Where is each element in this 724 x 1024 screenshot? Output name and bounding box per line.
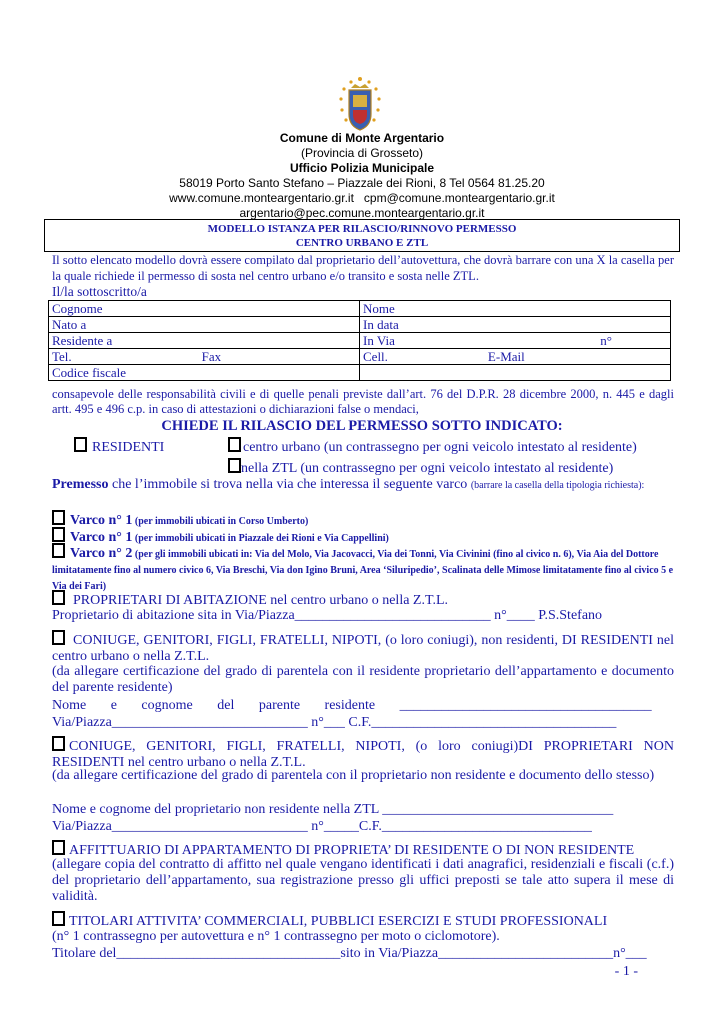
affittuario-option[interactable]: AFFITTUARIO DI APPARTAMENTO DI PROPRIETA’ DI RESIDENTE O DI NON RESIDENTE <box>52 840 674 859</box>
proprietari-option[interactable]: PROPRIETARI DI ABITAZIONE nel centro urbano o nella Z.T.L. <box>52 590 674 609</box>
coniuge-non-residenti-note: (da allegare certificazione del grado di parentela con il proprietario non residente e documento dello stesso) <box>52 768 655 783</box>
comune-name: Comune di Monte Argentario <box>279 131 445 145</box>
tel-fax-field[interactable]: Tel. Fax <box>49 349 360 365</box>
provincia: (Provincia di Grosseto) <box>300 146 424 160</box>
chiede-heading: CHIEDE IL RILASCIO DEL PERMESSO SOTTO INDICATO: <box>161 418 563 434</box>
cognome-field[interactable]: Cognome <box>49 301 360 317</box>
document-title-box <box>44 219 680 252</box>
comune-crest-logo <box>337 76 383 134</box>
residenti-option[interactable]: RESIDENTI <box>74 437 164 457</box>
coniuge-residenti-checkbox[interactable] <box>52 630 65 645</box>
residenti-checkbox[interactable] <box>74 437 87 452</box>
title-line-1: MODELLO ISTANZA PER RILASCIO/RINNOVO PERMESSO <box>207 223 517 235</box>
ztl-checkbox[interactable] <box>228 458 241 473</box>
in-via-field[interactable]: In Via n° <box>360 333 671 349</box>
parente-via-line[interactable]: Via/Piazza____________________________ n°___ C.F.___________________________________ <box>52 715 617 730</box>
coniuge-non-residenti-checkbox[interactable] <box>52 736 65 751</box>
codice-fiscale-field[interactable]: Codice fiscale <box>49 365 360 381</box>
sottoscritto-label: Il/la sottoscritto/a <box>52 284 147 299</box>
varco-checkbox[interactable] <box>52 527 65 542</box>
affittuario-note: (allegare copia del contratto di affitto nel quale vengano identificati i dati anagrafici, residenziali e fiscali (c.f.) del proprietario dell’appartamento, sua registrazione presso gli uffici preposti se tale atto supera il mese di validità. <box>52 857 674 904</box>
residente-a-field[interactable]: Residente a <box>49 333 360 349</box>
codice-fiscale-value[interactable] <box>360 365 671 381</box>
titolari-line[interactable]: Titolare del________________________________sito in Via/Piazza_________________________n°___ <box>52 946 647 961</box>
personal-data-table <box>48 300 671 381</box>
ufficio: Ufficio Polizia Municipale <box>289 161 435 175</box>
pec-email: argentario@pec.comune.monteargentario.gr.it <box>239 206 485 220</box>
centro-urbano-checkbox[interactable] <box>228 437 241 452</box>
varco-checkbox[interactable] <box>52 510 65 525</box>
in-data-field[interactable]: In data <box>360 317 671 333</box>
varco-option[interactable]: Varco n° 1 (per immobili ubicati in Piazzale dei Rioni e Via Cappellini) <box>52 527 674 547</box>
page-number: - 1 - <box>614 964 638 979</box>
centro-urbano-option[interactable]: centro urbano (un contrassegno per ogni veicolo intestato al residente) <box>228 437 637 457</box>
parente-nome-line[interactable]: Nome e cognome del parente residente ____________________________________ <box>52 698 652 713</box>
proprietario-nome-line[interactable]: Nome e cognome del proprietario non residente nella ZTL _________________________________ <box>52 802 614 817</box>
nato-a-field[interactable]: Nato a <box>49 317 360 333</box>
varco-option[interactable]: Varco n° 2 (per gli immobili ubicati in: Via del Molo, Via Jacovacci, Via dei Tonni, Via Civinini (fino al civico n. 6), Via Aia del Dottore limitatamente fino al numero civico 6, Via Breschi, Via don Igino Bruni, Area ‘Siluripedio’, Scalinata delle Mimose limitatamente fino al civico 5 e Via dei Fari) <box>52 543 674 594</box>
proprietari-line[interactable]: Proprietario di abitazione sita in Via/Piazza____________________________ n°____ P.S.Stefano <box>52 608 603 623</box>
titolari-note: (n° 1 contrassegno per autovettura e n° 1 contrassegno per moto o ciclomotore). <box>52 929 500 944</box>
ztl-option[interactable]: nella ZTL (un contrassegno per ogni veicolo intestato al residente) <box>228 458 613 478</box>
premesso-text: Premesso che l’immobile si trova nella via che interessa il seguente varco (barrare la casella della tipologia richiesta): <box>52 477 645 492</box>
affittuario-checkbox[interactable] <box>52 840 65 855</box>
nome-field[interactable]: Nome <box>360 301 671 317</box>
coniuge-non-residenti-option[interactable]: CONIUGE, GENITORI, FIGLI, FRATELLI, NIPOTI, (o loro coniugi)DI PROPRIETARI NON RESIDENTI nel centro urbano o nella Z.T.L. <box>52 736 674 771</box>
consapevole-text: consapevole delle responsabilità civili e di quelle penali previste dall’art. 76 del D.P.R. 28 dicembre 2000, n. 445 e dagli artt. 495 e 496 c.p. in caso di attestazioni o dichiarazioni false o mendaci, <box>52 387 674 416</box>
varco-option[interactable]: Varco n° 1 (per immobili ubicati in Corso Umberto) <box>52 510 674 530</box>
intro-text: Il sotto elencato modello dovrà essere compilato dal proprietario dell’autovettura, che dovrà barrare con una X la casella per la quale richiede il permesso di sosta nel centro urbano e/o transito e sosta nelle ZTL. <box>52 253 674 283</box>
titolari-checkbox[interactable] <box>52 911 65 926</box>
titolari-option[interactable]: TITOLARI ATTIVITA’ COMMERCIALI, PUBBLICI ESERCIZI E STUDI PROFESSIONALI <box>52 911 674 930</box>
coniuge-residenti-note: (da allegare certificazione del grado di parentela con il residente proprietario dell’appartamento e documento del parente residente) <box>52 664 674 695</box>
varco-checkbox[interactable] <box>52 543 65 558</box>
proprietario-via-line[interactable]: Via/Piazza____________________________ n°_____C.F.______________________________ <box>52 819 592 834</box>
coniuge-residenti-option[interactable]: CONIUGE, GENITORI, FIGLI, FRATELLI, NIPOTI, (o loro coniugi), non residenti, DI RESIDENTI nel centro urbano o nella Z.T.L. <box>52 630 674 665</box>
title-line-2: CENTRO URBANO E ZTL <box>295 237 429 249</box>
web-email: www.comune.monteargentario.gr.it cpm@comune.monteargentario.gr.it <box>169 191 555 205</box>
cell-email-field[interactable]: Cell. E-Mail <box>360 349 671 365</box>
indirizzo: 58019 Porto Santo Stefano – Piazzale dei Rioni, 8 Tel 0564 81.25.20 <box>179 176 545 190</box>
proprietari-checkbox[interactable] <box>52 590 65 605</box>
